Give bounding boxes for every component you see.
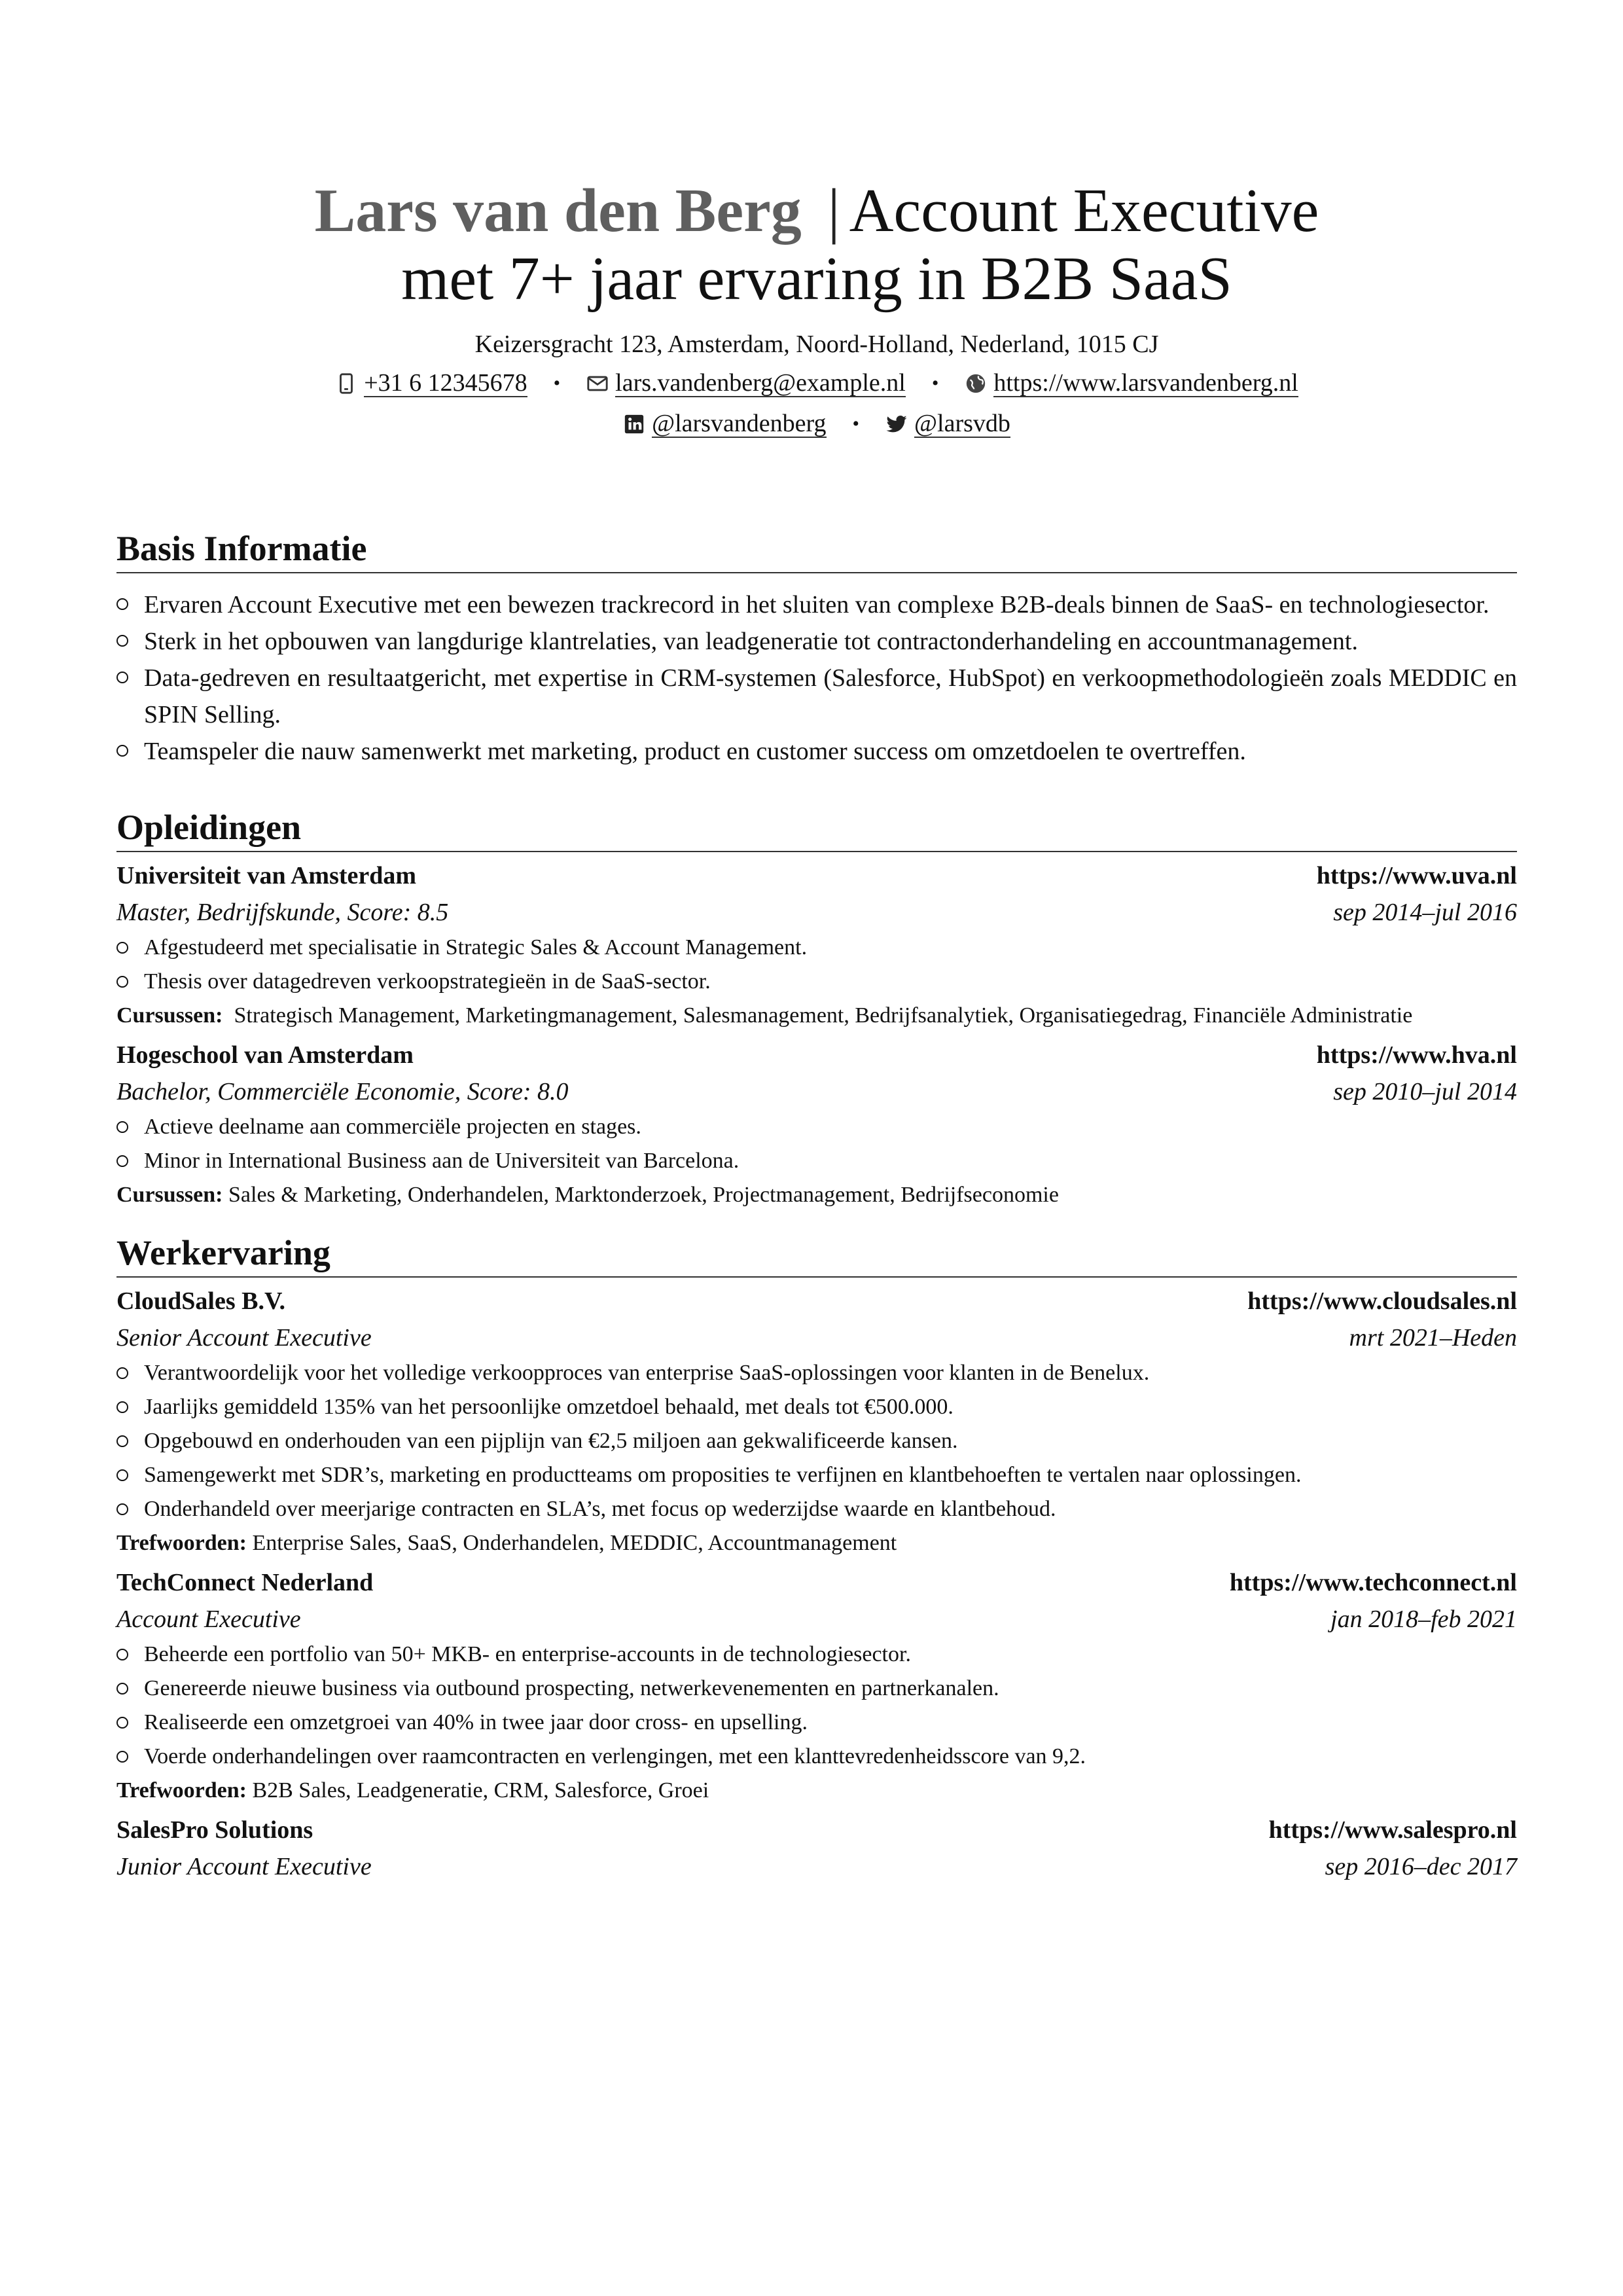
list-item [116,1356,1517,1390]
experience-entry [116,1812,1517,1885]
circle-bullet-icon [116,1649,128,1660]
circle-bullet-icon [116,1751,128,1763]
section-title: Basis Informatie [116,528,1517,573]
email-link[interactable]: lars.vandenberg@example.nl [615,369,906,397]
list-item [116,586,1517,623]
role-line-2: met 7+ jaar ervaring in B2B SaaS [401,245,1232,313]
circle-bullet-icon [116,1717,128,1729]
list-item [116,1672,1517,1706]
resume-title [116,177,1517,313]
institution-name: Hogeschool van Amsterdam [116,1041,414,1069]
experience-entry [116,1283,1517,1560]
website-link[interactable]: https://www.larsvandenberg.nl [993,369,1298,397]
dates: sep 2014–jul 2016 [1333,899,1517,926]
list-item-text: Verantwoordelijk voor het volledige verkoopproces van enterprise SaaS-oplossingen voor klanten in de Benelux. [144,1361,1150,1385]
company-url[interactable]: https://www.techconnect.nl [1229,1569,1517,1596]
education-entry [116,857,1517,1033]
keywords-text: Enterprise Sales, SaaS, Onderhandelen, MEDDIC, Accountmanagement [252,1531,897,1555]
contact-row-1 [116,365,1517,402]
twitter-item[interactable] [885,410,1010,438]
phone-icon [335,372,357,395]
circle-bullet-icon [116,1121,128,1133]
entry-list [116,931,1517,999]
list-item-text: Voerde onderhandelingen over raamcontracten en verlengingen, met een klanttevredenheidsscore van 9,2. [144,1744,1086,1768]
company-name: TechConnect Nederland [116,1569,374,1596]
mail-icon [586,372,609,395]
institution-url[interactable]: https://www.uva.nl [1316,862,1517,889]
list-item [116,1144,1517,1178]
circle-bullet-icon [116,1683,128,1695]
keywords: Trefwoorden: Enterprise Sales, SaaS, Onderhandelen, MEDDIC, Accountmanagement [116,1531,897,1555]
title-separator: | [827,177,840,245]
keywords-text: B2B Sales, Leadgeneratie, CRM, Salesforce, Groei [252,1778,709,1803]
entry-list [116,1638,1517,1774]
dates: sep 2016–dec 2017 [1325,1853,1517,1880]
contact-bullet: • [852,413,860,435]
linkedin-link[interactable]: @larsvandenberg [652,410,827,437]
degree: Bachelor, Commerciële Economie, Score: 8.0 [116,1078,569,1105]
section-title: Werkervaring [116,1232,1517,1278]
list-item-text: Beheerde een portfolio van 50+ MKB- en enterprise-accounts in de technologiesector. [144,1642,911,1666]
section-title: Opleidingen [116,806,1517,852]
circle-bullet-icon [116,745,128,757]
list-item [116,1458,1517,1492]
circle-bullet-icon [116,942,128,954]
list-item [116,1740,1517,1774]
list-item [116,623,1517,660]
section-education [116,806,1517,1212]
courses-text: Strategisch Management, Marketingmanagement, Salesmanagement, Bedrijfsanalytiek, Organisatiegedrag, Financiële Administratie [234,1003,1413,1028]
list-item [116,1638,1517,1672]
job-title: Junior Account Executive [116,1853,372,1880]
circle-bullet-icon [116,1401,128,1413]
list-item-text: Minor in International Business aan de Universiteit van Barcelona. [144,1149,740,1173]
contact-bullet: • [553,372,561,394]
phone-item[interactable] [335,370,527,397]
section-experience [116,1232,1517,1885]
entry-subheader [116,1848,1517,1885]
list-item [116,733,1517,770]
list-item [116,965,1517,999]
circle-bullet-icon [116,1469,128,1481]
entry-list [116,1110,1517,1178]
dates: mrt 2021–Heden [1349,1324,1517,1352]
circle-bullet-icon [116,635,128,647]
entry-header [116,1037,1517,1073]
list-item-text: Onderhandeld over meerjarige contracten en SLA’s, met focus op wederzijdse waarde en klantbehoud. [144,1497,1056,1521]
address: Keizersgracht 123, Amsterdam, Noord-Holland, Nederland, 1015 CJ [474,331,1159,358]
list-item [116,1110,1517,1144]
institution-name: Universiteit van Amsterdam [116,862,417,889]
company-url[interactable]: https://www.cloudsales.nl [1247,1287,1517,1315]
list-item-text: Realiseerde een omzetgroei van 40% in twee jaar door cross- en upselling. [144,1710,808,1734]
entry-header [116,1283,1517,1319]
entry-list [116,1356,1517,1526]
experience-entry [116,1564,1517,1808]
circle-bullet-icon [116,672,128,683]
keywords-label: Trefwoorden [116,1778,240,1803]
circle-bullet-icon [116,1503,128,1515]
courses-text: Sales & Marketing, Onderhandelen, Marktonderzoek, Projectmanagement, Bedrijfseconomie [228,1183,1059,1207]
contact-bullet: • [931,372,939,394]
candidate-name: Lars van den Berg [314,177,802,245]
list-item-text: Teamspeler die nauw samenwerkt met marketing, product en customer success om omzetdoelen te overtreffen. [144,738,1246,765]
circle-bullet-icon [116,1367,128,1379]
list-item [116,931,1517,965]
list-item [116,1390,1517,1424]
keywords-label: Trefwoorden [116,1531,240,1555]
company-url[interactable]: https://www.salespro.nl [1268,1816,1517,1844]
website-item[interactable] [965,370,1298,397]
basis-list [116,586,1517,770]
courses-label: Cursussen [116,1003,216,1028]
entry-subheader [116,1073,1517,1110]
entry-subheader [116,1319,1517,1356]
company-name: CloudSales B.V. [116,1287,286,1315]
courses: Cursussen: Sales & Marketing, Onderhandelen, Marktonderzoek, Projectmanagement, Bedrijfseconomie [116,1183,1059,1207]
list-item [116,1492,1517,1526]
list-item-text: Jaarlijks gemiddeld 135% van het persoonlijke omzetdoel behaald, met deals tot €500.000. [144,1395,954,1419]
section-basis [116,528,1517,770]
email-item[interactable] [586,370,906,397]
circle-bullet-icon [116,1435,128,1447]
circle-bullet-icon [116,1155,128,1167]
resume-page [116,177,1517,1885]
company-name: SalesPro Solutions [116,1816,313,1844]
entry-header [116,1564,1517,1601]
dates: jan 2018–feb 2021 [1330,1605,1517,1633]
circle-bullet-icon [116,598,128,610]
entry-header [116,857,1517,894]
circle-bullet-icon [116,976,128,988]
list-item [116,1424,1517,1458]
list-item [116,660,1517,733]
list-item-text: Actieve deelname aan commerciële projecten en stages. [144,1115,641,1139]
courses-label: Cursussen [116,1183,216,1207]
list-item-text: Genereerde nieuwe business via outbound prospecting, netwerkevenementen en partnerkanalen. [144,1676,999,1700]
linkedin-icon [623,413,645,435]
list-item-text: Thesis over datagedreven verkoopstrategieën in de SaaS-sector. [144,969,711,994]
courses: Cursussen: Strategisch Management, Marketingmanagement, Salesmanagement, Bedrijfsanalytiek, Organisatiegedrag, Financiële Administratie [116,1003,1413,1028]
role-line-1: Account Executive [849,177,1319,245]
linkedin-item[interactable] [623,410,826,438]
list-item [116,1706,1517,1740]
degree: Master, Bedrijfskunde, Score: 8.5 [116,899,449,926]
contact-row-2 [116,406,1517,442]
list-item-text: Data-gedreven en resultaatgericht, met expertise in CRM-systemen (Salesforce, HubSpot) en verkoopmethodologieën zoals MEDDIC en SPIN Selling. [144,664,1517,728]
phone-link[interactable]: +31 6 12345678 [364,369,527,397]
entry-header [116,1812,1517,1848]
job-title: Account Executive [116,1605,301,1633]
twitter-icon [885,413,908,435]
twitter-link[interactable]: @larsvdb [914,410,1010,437]
institution-url[interactable]: https://www.hva.nl [1316,1041,1517,1069]
job-title: Senior Account Executive [116,1324,372,1352]
list-item-text: Afgestudeerd met specialisatie in Strategic Sales & Account Management. [144,935,808,960]
list-item-text: Samengewerkt met SDR’s, marketing en productteams om proposities te verfijnen en klantbehoeften te vertalen naar oplossingen. [144,1463,1302,1487]
entry-subheader [116,894,1517,931]
globe-icon [965,372,987,395]
dates: sep 2010–jul 2014 [1333,1078,1517,1105]
education-entry [116,1037,1517,1212]
keywords: Trefwoorden: B2B Sales, Leadgeneratie, CRM, Salesforce, Groei [116,1778,709,1803]
list-item-text: Ervaren Account Executive met een bewezen trackrecord in het sluiten van complexe B2B-deals binnen de SaaS- en technologiesector. [144,591,1489,619]
list-item-text: Sterk in het opbouwen van langdurige klantrelaties, van leadgeneratie tot contractonderhandeling en accountmanagement. [144,628,1358,655]
entry-subheader [116,1601,1517,1638]
list-item-text: Opgebouwd en onderhouden van een pijplijn van €2,5 miljoen aan gekwalificeerde kansen. [144,1429,958,1453]
